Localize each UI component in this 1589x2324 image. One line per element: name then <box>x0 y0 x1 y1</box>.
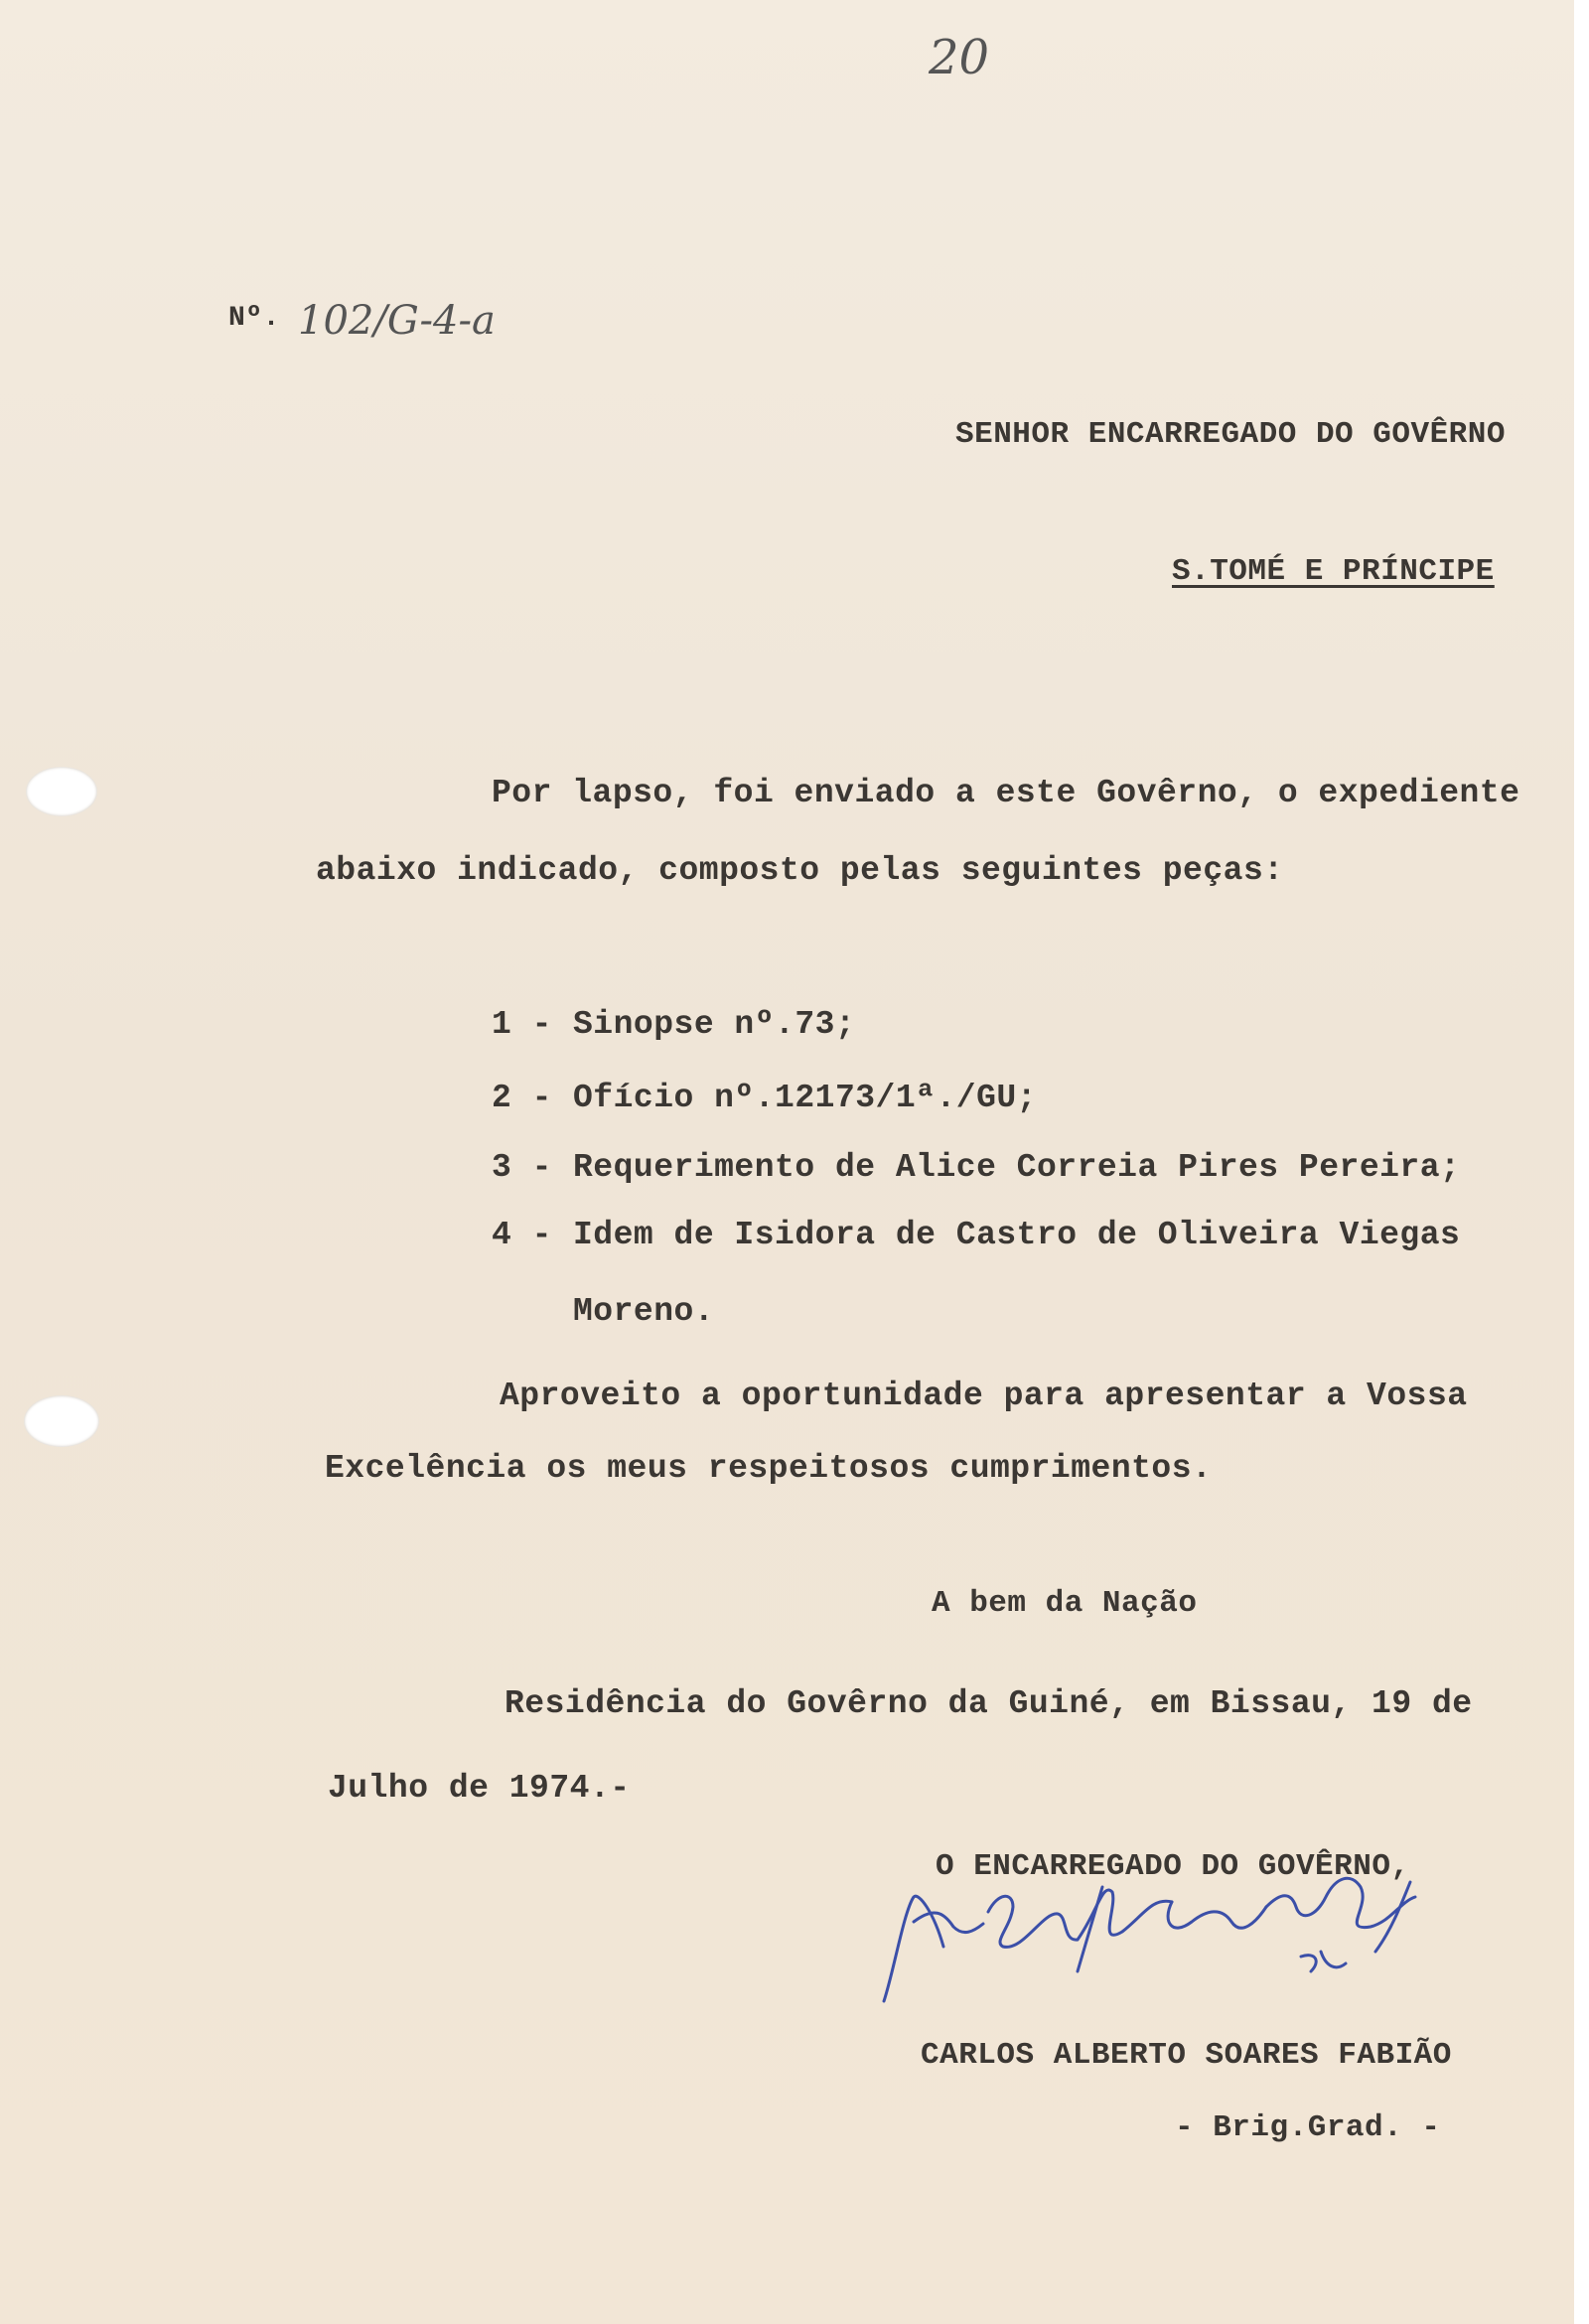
page-number: 20 <box>929 30 990 85</box>
place-date-line-2: Julho de 1974.- <box>328 1770 631 1807</box>
signatory-name: CARLOS ALBERTO SOARES FABIÃO <box>921 2038 1452 2073</box>
punch-hole-top <box>26 767 97 816</box>
salutation: A bem da Nação <box>932 1586 1198 1621</box>
intro-line-1: Por lapso, foi enviado a este Govêrno, o expediente <box>492 775 1520 811</box>
list-item-number: 1 - <box>492 1006 552 1043</box>
intro-line-2: abaixo indicado, composto pelas seguintes peças: <box>316 852 1284 889</box>
addressee-title: SENHOR ENCARREGADO DO GOVÊRNO <box>955 417 1506 452</box>
punch-hole-bottom <box>24 1395 99 1447</box>
reference-label: Nº. <box>228 303 280 334</box>
reference-handwritten: 102/G-4-a <box>298 298 496 344</box>
list-item-number: 2 - <box>492 1080 552 1116</box>
list-item-text: Ofício nº.12173/1ª./GU; <box>573 1080 1037 1116</box>
signatory-rank: - Brig.Grad. - <box>1175 2110 1441 2145</box>
signature-image <box>874 1852 1450 2031</box>
place-date-line-1: Residência do Govêrno da Guiné, em Bissau, 19 de <box>505 1685 1473 1722</box>
addressee-location: S.TOMÉ E PRÍNCIPE <box>1172 554 1495 589</box>
list-item-number: 4 - <box>492 1217 552 1253</box>
signatory-role: O ENCARREGADO DO GOVÊRNO, <box>936 1849 1410 1884</box>
closing-line-2: Excelência os meus respeitosos cumprimentos. <box>325 1450 1213 1487</box>
list-item-text: Requerimento de Alice Correia Pires Pereira; <box>573 1149 1461 1186</box>
list-item-number: 3 - <box>492 1149 552 1186</box>
list-item-text: Sinopse nº.73; <box>573 1006 856 1043</box>
closing-line-1: Aproveito a oportunidade para apresentar a Vossa <box>500 1378 1468 1414</box>
list-item-text: Idem de Isidora de Castro de Oliveira Viegas <box>573 1217 1461 1253</box>
list-item-continuation: Moreno. <box>573 1293 715 1330</box>
